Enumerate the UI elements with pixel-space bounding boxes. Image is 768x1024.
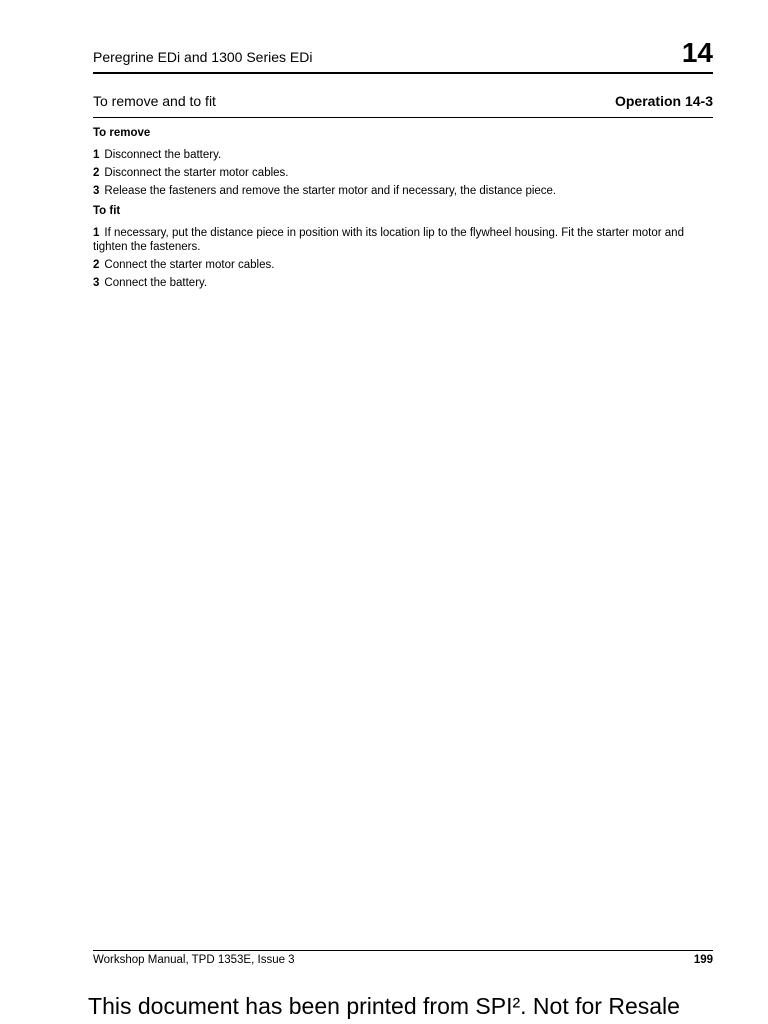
remove-step — [93, 148, 705, 162]
step-number: 1 — [93, 227, 100, 239]
remove-step — [93, 166, 705, 180]
step-text: Release the fasteners and remove the starter motor and if necessary, the distance piece. — [104, 185, 557, 197]
page-header — [93, 36, 713, 74]
step-text: Disconnect the battery. — [104, 149, 222, 161]
fit-heading: To fit — [93, 205, 121, 217]
watermark-notice: This document has been printed from SPI². Not for Resale — [88, 993, 680, 1019]
fit-step — [93, 276, 705, 290]
operation-number: Operation 14-3 — [614, 93, 713, 109]
step-text: Disconnect the starter motor cables. — [104, 167, 289, 179]
step-text: Connect the starter motor cables. — [104, 259, 275, 271]
section-title: To remove and to fit — [93, 93, 216, 109]
remove-steps — [93, 148, 705, 198]
remove-step — [93, 184, 705, 198]
procedure-content — [93, 126, 705, 294]
chapter-number: 14 — [681, 37, 713, 68]
step-text: Connect the battery. — [104, 277, 208, 289]
step-number: 1 — [93, 149, 100, 161]
fit-step — [93, 258, 705, 272]
footer-text: Workshop Manual, TPD 1353E, Issue 3 — [93, 954, 295, 966]
step-number: 3 — [93, 185, 100, 197]
section-header — [93, 89, 713, 118]
manual-title: Peregrine EDi and 1300 Series EDi — [93, 49, 313, 65]
page-number: 199 — [693, 954, 713, 966]
remove-heading: To remove — [93, 127, 151, 139]
step-number: 2 — [93, 167, 100, 179]
step-text: If necessary, put the distance piece in position with its location lip to the flywheel housing. Fit the starter motor and tighten the fasteners. — [93, 227, 684, 253]
step-number: 3 — [93, 277, 100, 289]
fit-steps — [93, 226, 705, 290]
fit-step — [93, 226, 705, 254]
step-number: 2 — [93, 259, 100, 271]
page-footer — [93, 950, 713, 967]
